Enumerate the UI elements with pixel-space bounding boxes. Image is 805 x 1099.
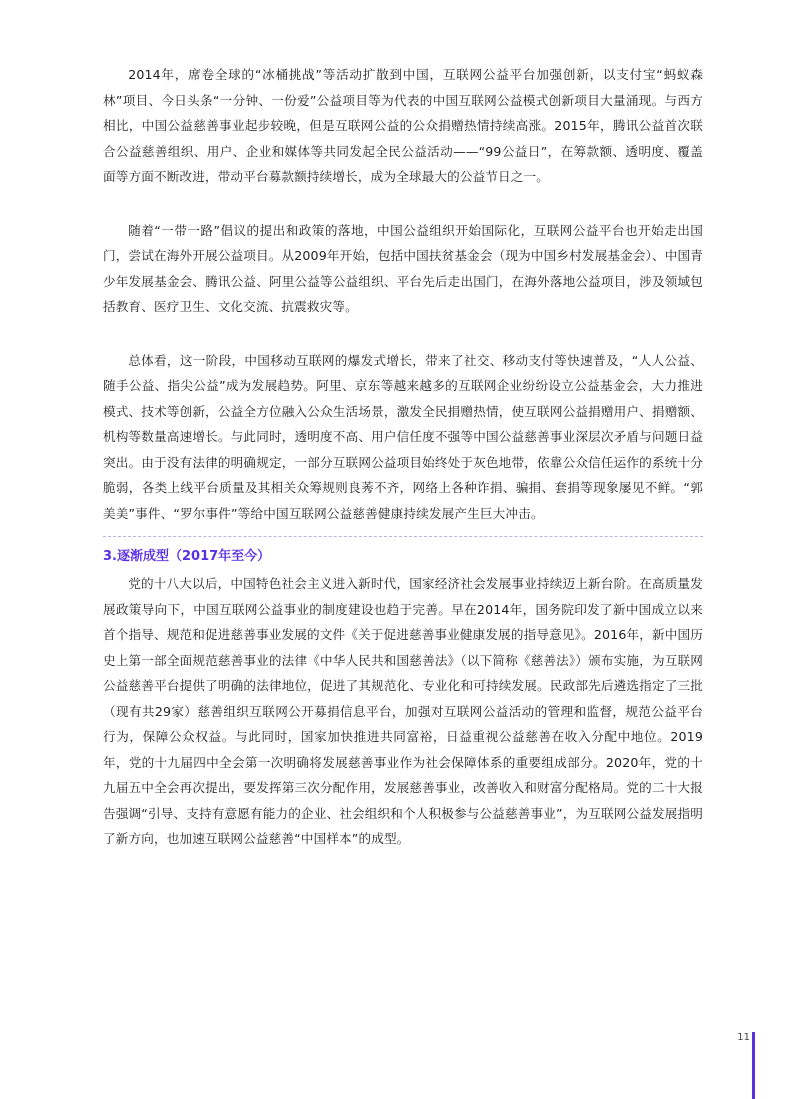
section-paragraph: 党的十八大以后，中国特色社会主义进入新时代，国家经济社会发展事业持续迈上新台阶。在高质量发展政策导向下，中国互联网公益事业的制度建设也趋于完善。早在2014年，国务院印发了新中国成立以来首个指导、规范和促进慈善事业发展的文件《关于促进慈善事业健康发展的指导意见》。2016年，新中国历史上第一部全面规范慈善事业的法律《中华人民共和国慈善法》（以下简称《慈善法》）颁布实施，为互联网公益慈善平台提供了明确的法律地位，促进了其规范化、专业化和可持续发展。民政部先后遴选指定了三批（现有共29家）慈善组织互联网公开募捐信息平台，加强对互联网公益活动的管理和监督，规范公益平台行为，保障公众权益。与此同时，国家加快推进共同富裕，日益重视公益慈善在收入分配中地位。2019年，党的十九届四中全会第一次明确将发展慈善事业作为社会保障体系的重要组成部分。2020年，党的十九届五中全会再次提出，要发挥第三次分配作用，发展慈善事业，改善收入和财富分配格局。党的二十大报告强调“引导、支持有意愿有能力的企业、社会组织和个人积极参与公益慈善事业”，为互联网公益发展指明了新方向，也加速互联网公益慈善“中国样本”的成型。 [103, 576, 703, 846]
page-content [103, 62, 703, 852]
page-accent-bar [752, 1032, 755, 1099]
body-paragraph-2: 随着“一带一路”倡议的提出和政策的落地，中国公益组织开始国际化，互联网公益平台也开始走出国门，尝试在海外开展公益项目。从2009年开始，包括中国扶贫基金会（现为中国乡村发展基金会）、中国青少年发展基金会、腾讯公益、阿里公益等公益组织、平台先后走出国门，在海外落地公益项目，涉及领域包括教育、医疗卫生、文化交流、抗震救灾等。 [103, 222, 703, 314]
page-number: 11 [737, 1032, 750, 1043]
body-paragraph-1: 2014年，席卷全球的“冰桶挑战”等活动扩散到中国，互联网公益平台加强创新，以支付宝“蚂蚁森林”项目、今日头条“一分钟、一份爱”公益项目等为代表的中国互联网公益模式创新项目大量涌现。与西方相比，中国公益慈善事业起步较晚，但是互联网公益的公众捐赠热情持续高涨。2015年，腾讯公益首次联合公益慈善组织、用户、企业和媒体等共同发起全民公益活动——“99公益日”，在筹款额、透明度、覆盖面等方面不断改进，带动平台募款额持续增长，成为全球最大的公益节日之一。 [103, 67, 703, 184]
body-paragraph-3: 总体看，这一阶段，中国移动互联网的爆发式增长，带来了社交、移动支付等快速普及，“人人公益、随手公益、指尖公益”成为发展趋势。阿里、京东等越来越多的互联网企业纷纷设立公益基金会，大力推进模式、技术等创新，公益全方位融入公众生活场景，激发全民捐赠热情，使互联网公益捐赠用户、捐赠额、机构等数量高速增长。与此同时，透明度不高、用户信任度不强等中国公益慈善事业深层次矛盾与问题日益突出。由于没有法律的明确规定，一部分互联网公益项目始终处于灰色地带，依靠公众信任运作的系统十分脆弱，各类上线平台质量及其相关众筹规则良莠不齐，网络上各种诈捐、骗捐、套捐等现象屡见不鲜。“郭美美”事件、“罗尔事件”等给中国互联网公益慈善健康持续发展产生巨大冲击。 [103, 352, 703, 521]
section-heading: 3.逐渐成型（2017年至今） [103, 549, 271, 564]
section-divider [103, 536, 703, 537]
